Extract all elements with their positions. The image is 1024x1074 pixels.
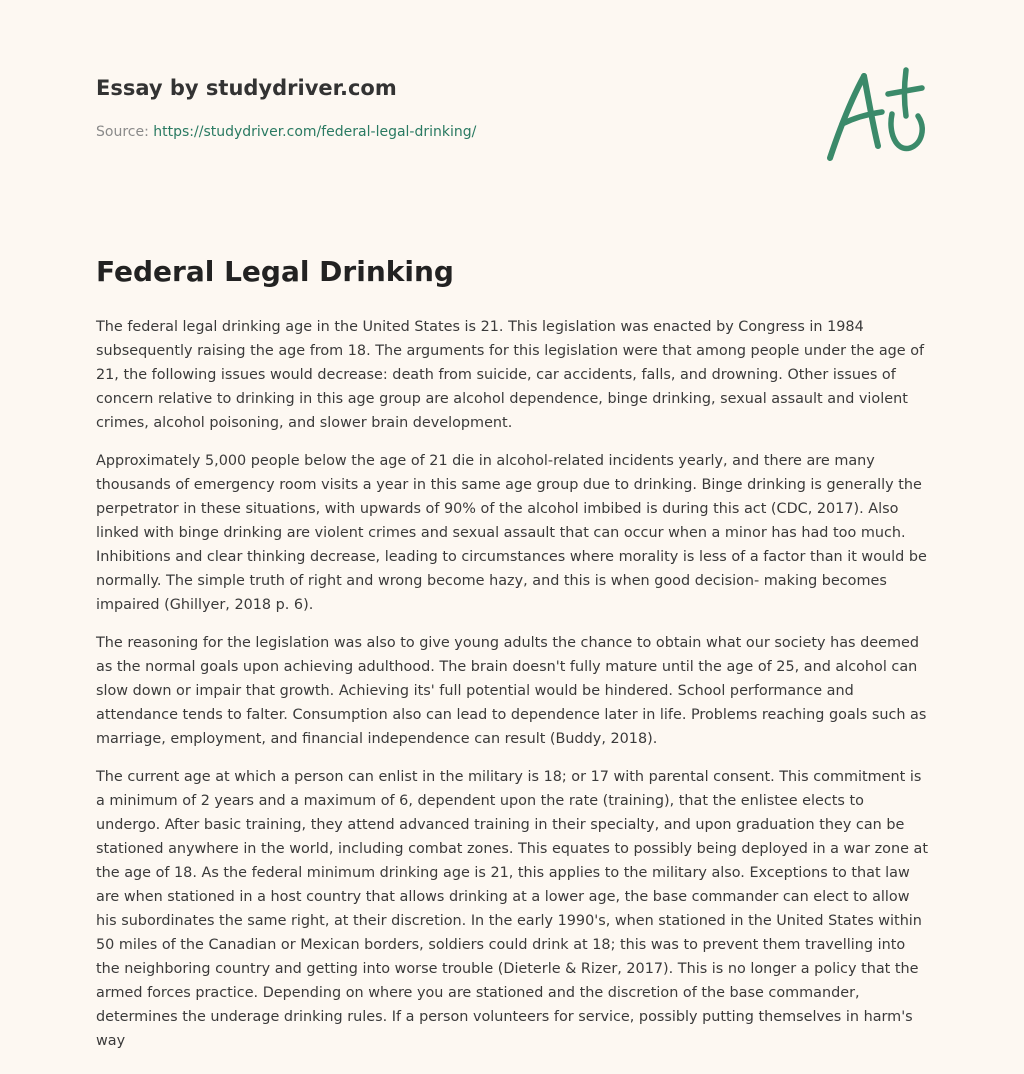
essay-paragraph: Approximately 5,000 people below the age of 21 die in alcohol-related incidents yearly, and there are many thousands of emergency room visits a year in this same age group due to drinking. Binge drinking is generally the perpetrator in these situations, with upwards of 90% of the alcohol imbibed is during this act (CDC, 2017). Also linked with binge drinking are violent crimes and sexual assault that can occur when a minor has had too much. Inhibitions and clear thinking decrease, leading to circumstances where morality is less of a factor than it would be normally. The simple truth of right and wrong become hazy, and this is when good decision- making becomes impaired (Ghillyer, 2018 p. 6). (96, 453, 927, 613)
source-label: Source: (96, 124, 154, 140)
essay-paragraph: The federal legal drinking age in the United States is 21. This legislation was enacted by Congress in 1984 subsequently raising the age from 18. The arguments for this legislation were that among people under the age of 21, the following issues would decrease: death from suicide, car accidents, falls, and drowning. Other issues of concern relative to drinking in this age group are alcohol dependence, binge drinking, sexual assault and violent crimes, alcohol poisoning, and slower brain development. (96, 319, 925, 431)
essay-paragraph: The reasoning for the legislation was also to give young adults the chance to obtain what our society has deemed as the normal goals upon achieving adulthood. The brain doesn't fully mature until the age of 25, and alcohol can slow down or impair that growth. Achieving its' full potential would be hindered. School performance and attendance tends to falter. Consumption also can lead to dependence later in life. Problems reaching goals such as marriage, employment, and financial independence can result (Buddy, 2018). (96, 635, 927, 747)
site-brand: Essay by studydriver.com (96, 76, 397, 100)
source-link[interactable]: https://studydriver.com/federal-legal-drinking/ (153, 124, 477, 140)
essay-paragraph: The current age at which a person can enlist in the military is 18; or 17 with parental consent. This commitment is a minimum of 2 years and a maximum of 6, dependent upon the rate (training), that the enlistee elects to undergo. After basic training, they attend advanced training in their specialty, and upon graduation they can be stationed anywhere in the world, including combat zones. This equates to possibly being deployed in a war zone at the age of 18. As the federal minimum drinking age is 21, this applies to the military also. Exceptions to that law are when stationed in a host country that allows drinking at a lower age, the base commander can elect to allow his subordinates the same right, at their discretion. In the early 1990's, when stationed in the United States within 50 miles of the Canadian or Mexican borders, soldiers could drink at 18; this was to prevent them travelling into the neighboring country and getting into worse trouble (Dieterle & Rizer, 2017). This is no longer a policy that the armed forces practice. Depending on where you are stationed and the discretion of the base commander, determines the underage drinking rules. If a person volunteers for service, possibly putting themselves in harm's way (96, 769, 928, 1049)
essay-body (96, 315, 930, 1067)
source-line (96, 124, 476, 140)
a-plus-logo-icon (818, 66, 930, 166)
essay-title: Federal Legal Drinking (96, 255, 454, 288)
